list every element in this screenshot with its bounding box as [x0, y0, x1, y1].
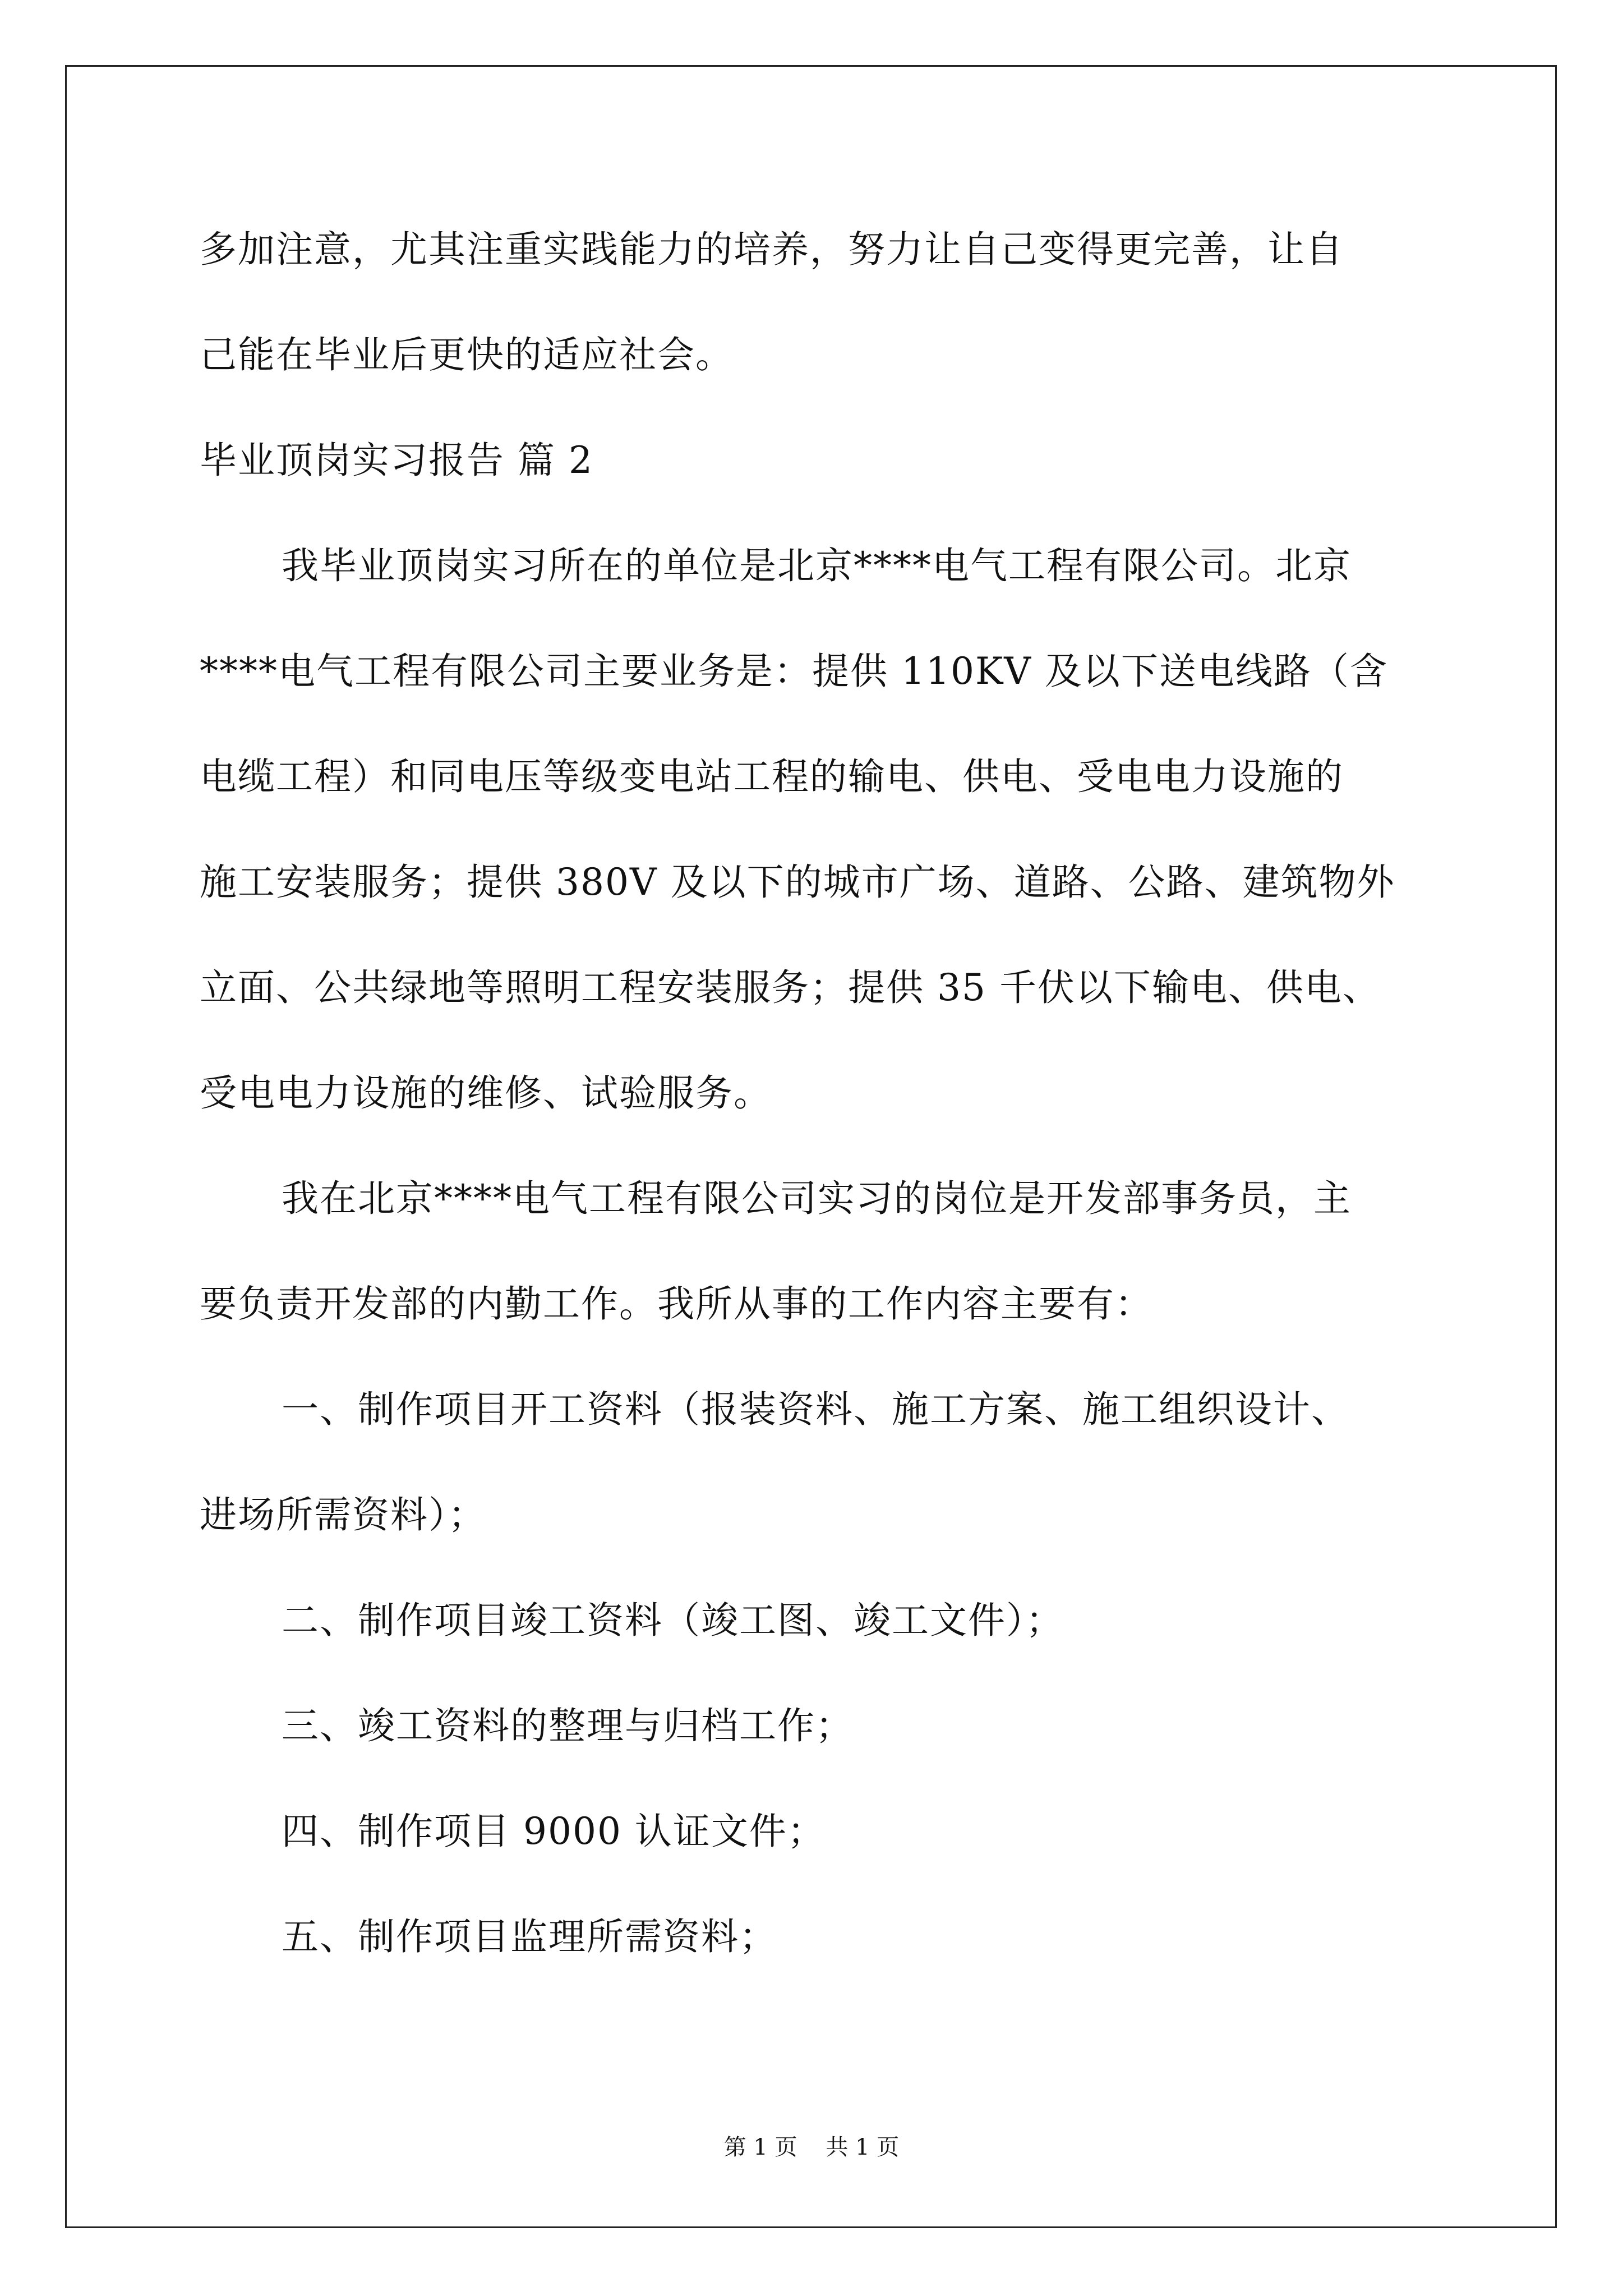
- body-text-line: 电缆工程）和同电压等级变电站工程的输电、供电、受电电力设施的: [200, 755, 1344, 798]
- list-item: 五、制作项目监理所需资料；: [282, 1915, 777, 1958]
- body-text-line: 己能在毕业后更快的适应社会。: [200, 333, 734, 376]
- body-text-line: 施工安装服务；提供 380V 及以下的城市广场、道路、公路、建筑物外: [200, 861, 1395, 904]
- section-heading: 毕业顶岗实习报告 篇 2: [200, 439, 593, 482]
- body-text-line: 我毕业顶岗实习所在的单位是北京****电气工程有限公司。北京: [282, 544, 1352, 587]
- body-text-line: 受电电力设施的维修、试验服务。: [200, 1071, 772, 1115]
- body-text-line: 多加注意，尤其注重实践能力的培养，努力让自己变得更完善，让自: [200, 228, 1344, 271]
- list-item: 三、竣工资料的整理与归档工作；: [282, 1704, 854, 1747]
- list-item-continuation: 进场所需资料）；: [200, 1493, 486, 1536]
- page-border: [65, 65, 1557, 2228]
- list-item: 四、制作项目 9000 认证文件；: [282, 1810, 826, 1853]
- body-text-line: ****电气工程有限公司主要业务是：提供 110KV 及以下送电线路（含: [200, 650, 1388, 693]
- body-text-line: 立面、公共绿地等照明工程安装服务；提供 35 千伏以下输电、供电、: [200, 966, 1381, 1009]
- body-text-line: 要负责开发部的内勤工作。我所从事的工作内容主要有：: [200, 1282, 1153, 1326]
- page-footer: 第 1 页 共 1 页: [723, 2134, 900, 2160]
- list-item: 一、制作项目开工资料（报装资料、施工方案、施工组织设计、: [282, 1388, 1349, 1431]
- list-item: 二、制作项目竣工资料（竣工图、竣工文件）；: [282, 1599, 1064, 1642]
- body-text-line: 我在北京****电气工程有限公司实习的岗位是开发部事务员，主: [282, 1177, 1352, 1220]
